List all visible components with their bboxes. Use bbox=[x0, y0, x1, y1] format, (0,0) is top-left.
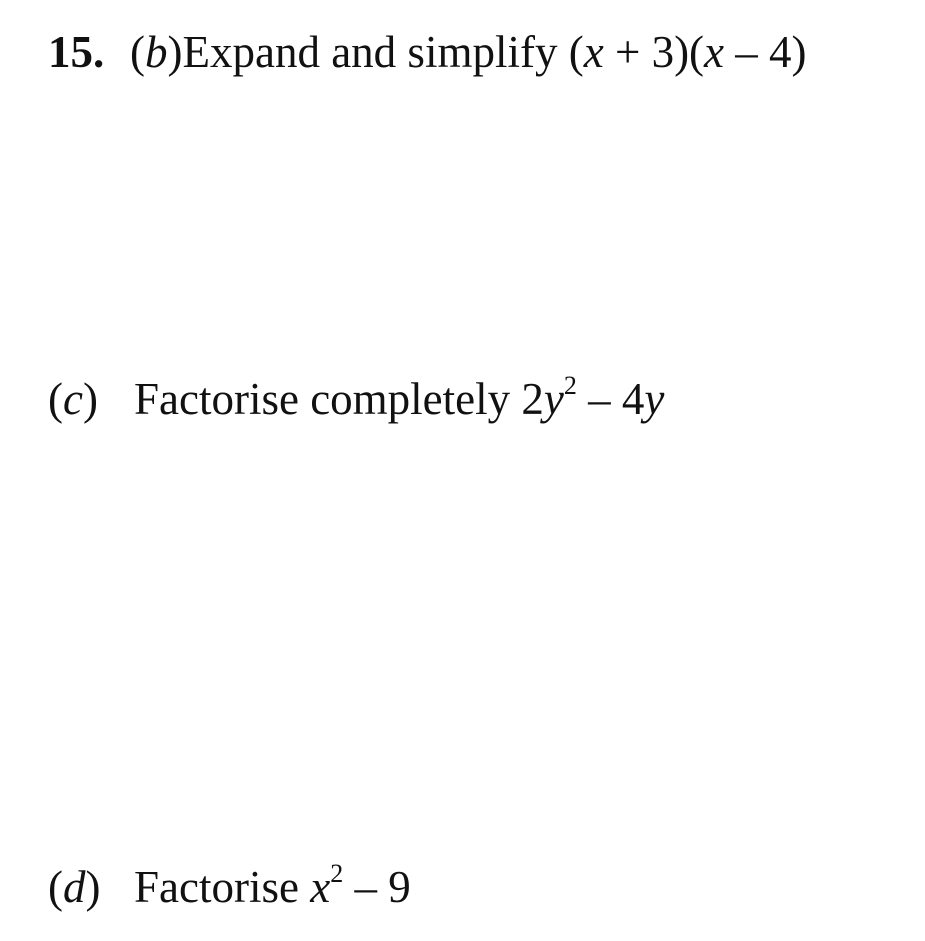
part-c-expression bbox=[521, 371, 665, 424]
question-15-part-d bbox=[48, 859, 411, 912]
expr-text: – 9 bbox=[343, 862, 411, 912]
part-label-d bbox=[48, 862, 134, 912]
part-label-close: ) bbox=[167, 27, 183, 77]
part-b-instruction: Expand and simplify bbox=[182, 27, 558, 77]
part-label-open: ( bbox=[48, 862, 63, 912]
question-number: 15. bbox=[48, 27, 105, 77]
part-d-expression bbox=[310, 859, 411, 912]
part-d-instruction: Factorise bbox=[134, 862, 299, 912]
part-label-open: ( bbox=[130, 27, 145, 77]
part-label-letter: b bbox=[145, 27, 168, 77]
expr-text: + 3)( bbox=[603, 27, 705, 77]
part-label-open: ( bbox=[48, 374, 63, 424]
question-15-part-b bbox=[48, 27, 807, 77]
part-label-close: ) bbox=[82, 374, 98, 424]
expr-variable: y bbox=[543, 374, 564, 424]
part-label-b bbox=[130, 27, 183, 77]
expr-exponent: 2 bbox=[563, 371, 577, 400]
part-label-letter: c bbox=[63, 374, 83, 424]
expr-text: – 4) bbox=[724, 27, 807, 77]
expr-exponent: 2 bbox=[330, 859, 344, 888]
expr-variable: x bbox=[583, 27, 604, 77]
part-label-close: ) bbox=[85, 862, 101, 912]
expr-text: ( bbox=[568, 27, 584, 77]
expr-variable: x bbox=[310, 862, 331, 912]
question-15-part-c bbox=[48, 371, 665, 424]
part-b-expression bbox=[569, 27, 807, 77]
expr-variable: x bbox=[704, 27, 725, 77]
expr-text: 2 bbox=[521, 374, 544, 424]
expr-variable: y bbox=[644, 374, 665, 424]
part-c-instruction: Factorise completely bbox=[134, 374, 511, 424]
part-label-letter: d bbox=[63, 862, 86, 912]
part-label-c bbox=[48, 374, 134, 424]
expr-text: – 4 bbox=[576, 374, 645, 424]
